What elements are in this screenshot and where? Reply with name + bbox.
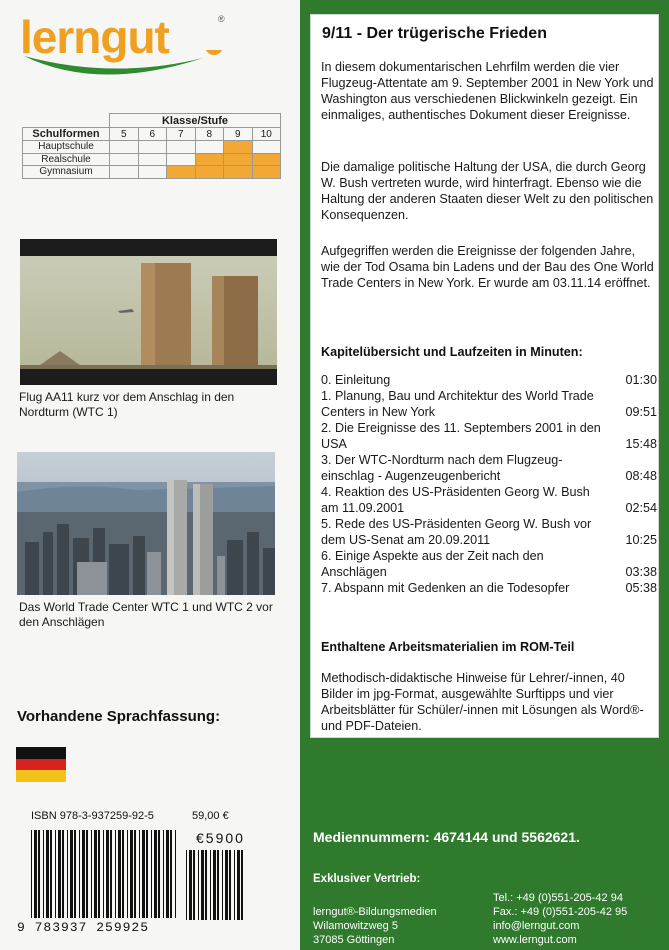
chapter-title: 4. Reaktion des US-Präsidenten Georg W. Bush am 11.09.2001 [321,485,590,515]
barcode-bar [106,830,109,918]
chapter-title: 1. Planung, Bau und Architektur des World Trade Centers in New York [321,389,594,419]
grade-cell [224,153,253,166]
lerngut-logo [18,10,238,90]
chapter-item [321,372,657,388]
barcode-bar [234,850,235,920]
barcode-bar [94,830,97,918]
barcode-bar [110,830,112,918]
media-numbers: Mediennummern: 4674144 und 5562621. [313,829,580,845]
photo-twin-towers-plane [20,239,277,385]
barcode-bar [237,850,240,920]
address-line: 37085 Göttingen [313,934,395,946]
barcode-bar [186,850,187,920]
grade-cell [110,153,139,166]
address-line: Wilamowitzweg 5 [313,920,398,932]
chapters-heading: Kapitelübersicht und Laufzeiten in Minuten: [321,345,583,359]
grade-cell [138,153,167,166]
barcode-bar [130,830,133,918]
school-form-label: Realschule [23,153,110,166]
chapter-title: 7. Abspann mit Gedenken an die Todesopfer [321,581,570,595]
school-form-label: Gymnasium [23,166,110,179]
grade-number: 7 [167,128,196,141]
grade-cell [138,166,167,179]
chapter-item [321,452,657,484]
price-code: €5900 [196,830,245,846]
barcode-bar [62,830,64,918]
barcode-bar [38,830,40,918]
chapter-duration: 08:48 [625,469,657,483]
chapter-duration: 02:54 [625,501,657,515]
barcode-bar [198,850,199,920]
description-paragraph: Die damalige politische Haltung der USA, die durch Georg W. Bush vertreten wurde, wird hinterfragt. Ebenso wie die Haltung der anderen Staaten dieser Welt zu den politischen Konsequenzen. [321,160,654,222]
chapter-item [321,516,657,548]
grade-cell [167,141,196,154]
barcode-bar [70,830,73,918]
chapter-item [321,580,657,596]
barcode-bar [241,850,243,920]
barcode-bar [50,830,52,918]
description-paragraph: In diesem dokumentarischen Lehrfilm werden die vier Flugzeug-Attentate am 9. September 2001 in New York und Washington aus verschiedenen Blickwinkeln gezeigt. Ein einmaliges, authentisches Dokument dieser Ereignisse. [321,60,654,122]
chapter-item [321,420,657,452]
barcode-bar [31,830,32,918]
chapter-item [321,484,657,516]
chapter-item [321,548,657,580]
phone-number: Tel.: +49 (0)551-205-42 94 [493,892,623,904]
left-column [0,0,300,950]
chapter-duration: 01:30 [625,373,657,387]
grade-row-gymnasium [23,166,281,179]
grade-table-number-row [23,128,281,141]
grade-row-hauptschule [23,141,281,154]
grade-number: 10 [252,128,281,141]
school-forms-label: Schulformen [23,128,110,141]
barcode-bar [55,830,56,918]
barcode-bar [67,830,68,918]
grade-cell [252,141,281,154]
chapter-item [321,388,657,420]
barcode-bar [170,830,172,918]
logo-registered-mark: ® [218,14,225,24]
barcode-bar [229,850,231,920]
website-link[interactable]: www.lerngut.com [493,934,577,946]
barcode-bar [222,850,223,920]
grade-number: 6 [138,128,167,141]
barcode-bar [82,830,85,918]
barcode-bar [201,850,204,920]
address-block [313,905,437,947]
page-title: 9/11 - Der trügerische Frieden [322,25,547,42]
barcode-bar [86,830,88,918]
grade-table [22,113,281,179]
barcode-bar [98,830,100,918]
logo-swoosh-icon [18,50,238,90]
chapter-duration: 03:38 [625,565,657,579]
grade-number: 9 [224,128,253,141]
grade-cell [195,141,224,154]
photo-caption: Flug AA11 kurz vor dem Anschlag in den Nordturm (WTC 1) [19,390,235,419]
grade-cell [195,153,224,166]
barcode-bar [74,830,76,918]
grade-cell [252,166,281,179]
email-link[interactable]: info@lerngut.com [493,920,580,932]
photo-caption: Das World Trade Center WTC 1 und WTC 2 vor den Anschlägen [19,600,273,629]
barcode-bar [134,830,136,918]
barcode-bar [210,850,211,920]
chapter-duration: 15:48 [625,437,657,451]
barcode-bar [205,850,207,920]
barcode-bar [158,830,160,918]
barcode-bar [189,850,192,920]
barcode-bar [103,830,104,918]
barcode-bar [127,830,128,918]
barcode-bar [146,830,148,918]
description-paragraph: Aufgegriffen werden die Ereignisse der folgenden Jahre, wie der Tod Osama bin Ladens und der Bau des One World Trade Centers in New York. Er wurde am 03.11.14 eröffnet. [321,244,654,290]
grade-cell [110,166,139,179]
barcode-icon [31,830,177,918]
barcode-bar [142,830,145,918]
price-text: 59,00 € [192,810,229,822]
barcode-bar [115,830,116,918]
photo-wtc-skyline [17,452,275,595]
grade-number: 5 [110,128,139,141]
barcode-bar [139,830,140,918]
barcode-bar [34,830,37,918]
barcode-bar [154,830,157,918]
barcode-bar [91,830,92,918]
barcode-bar [118,830,121,918]
grade-number: 8 [195,128,224,141]
barcode-bar [193,850,195,920]
chapter-duration: 05:38 [625,581,657,595]
grade-row-realschule [23,153,281,166]
empty-cell [23,114,110,128]
fax-number: Fax.: +49 (0)551-205-42 95 [493,906,628,918]
barcode-bar [225,850,228,920]
barcode-bar [163,830,164,918]
grade-group-header: Klasse/Stufe [110,114,281,128]
grade-cell [252,153,281,166]
german-flag-icon [16,747,66,782]
barcode-bar [217,850,219,920]
right-column [300,0,669,950]
grade-cell [224,166,253,179]
chapter-list [321,372,657,596]
chapter-title: 3. Der WTC-Nordturm nach dem Flugzeug-einschlag - Augenzeugenbericht [321,453,563,483]
chapter-duration: 10:25 [625,533,657,547]
grade-cell [224,141,253,154]
barcode-bar [151,830,152,918]
materials-panel [310,630,659,738]
chapter-title: 0. Einleitung [321,373,391,387]
barcode-digits: 9 783937 259925 [17,920,150,935]
grade-table-group-header-row [23,114,281,128]
materials-text: Methodisch-didaktische Hinweise für Lehrer/-innen, 40 Bilder im jpg-Format, ausgewählte Surftipps und vier Arbeitsblätter für Schüler/-innen mit Lösungen als Word®- und PDF-Dateien. [321,671,644,733]
chapter-title: 6. Einige Aspekte aus der Zeit nach den Anschlägen [321,549,544,579]
grade-cell [138,141,167,154]
contact-block [493,891,627,947]
barcode-bar [58,830,61,918]
address-line: lerngut®-Bildungsmedien [313,906,437,918]
school-form-label: Hauptschule [23,141,110,154]
barcode-bar [122,830,124,918]
barcode-bar [166,830,169,918]
isbn-text: ISBN 978-3-937259-92-5 [31,810,154,822]
chapter-title: 2. Die Ereignisse des 11. Septembers 2001 in den USA [321,421,601,451]
chapter-title: 5. Rede des US-Präsidenten Georg W. Bush vor dem US-Senat am 20.09.2011 [321,517,592,547]
barcode-bar [213,850,216,920]
grade-cell [167,153,196,166]
grade-cell [110,141,139,154]
distribution-label: Exklusiver Vertrieb: [313,873,421,885]
chapter-duration: 09:51 [625,405,657,419]
language-title: Vorhandene Sprachfassung: [17,708,221,725]
logo-text: lerngut [20,11,169,63]
barcode-bar [46,830,49,918]
barcode-bar [79,830,80,918]
barcode-bar [43,830,44,918]
barcode-bar [175,830,176,918]
price-barcode-icon [186,850,244,920]
description-panel [310,14,659,666]
grade-cell [195,166,224,179]
grade-cell [167,166,196,179]
materials-heading: Enthaltene Arbeitsmaterialien im ROM-Teil [321,640,575,654]
